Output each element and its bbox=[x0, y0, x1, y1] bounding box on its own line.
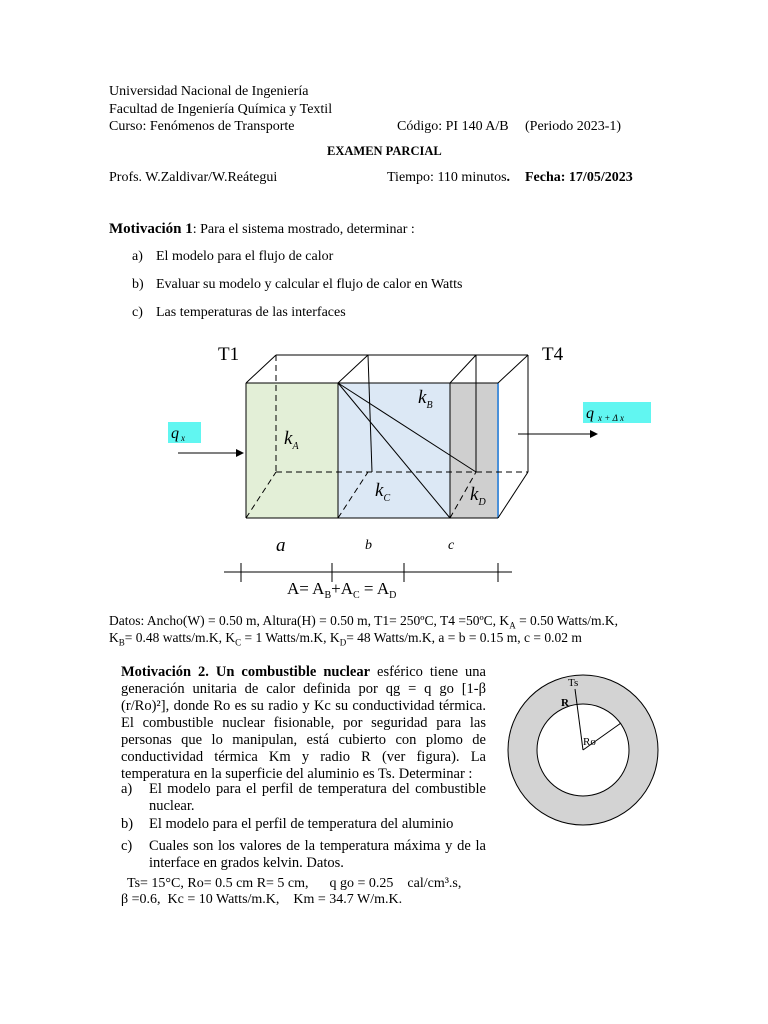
motivation1-data-line2: $K_B= 0.48$ watts/m.K, $K_C = 1$ Watts/m.K, $K_D= 48$ Watts/m.K, a = b = 0.15 m, c = 0.02 m bbox=[109, 630, 582, 648]
dim-c-label: c bbox=[448, 538, 455, 553]
dim-b-label: b bbox=[365, 538, 372, 553]
area-equation: $A= A_B+A_C = A_D$ bbox=[287, 579, 397, 601]
ro-label: Ro bbox=[583, 736, 596, 748]
motivation1-item-a: a) El modelo para el flujo de calor bbox=[132, 249, 334, 264]
t1-label: T1 bbox=[218, 344, 240, 365]
composite-wall-diagram bbox=[0, 330, 768, 605]
ka-label: $k_A$ bbox=[284, 428, 299, 452]
motivation2-item-b: b) El modelo para el perfil de temperatura del aluminio bbox=[121, 816, 454, 832]
university-name: Universidad Nacional de Ingeniería bbox=[109, 84, 309, 99]
motivation1-heading: Motivación 1: Para el sistema mostrado, determinar : bbox=[109, 221, 415, 237]
motivation1-item-b: b) Evaluar su modelo y calcular el flujo de calor en Watts bbox=[132, 277, 463, 292]
exam-time: Tiempo: 110 minutos. bbox=[387, 170, 511, 185]
qx-out-arrowhead bbox=[590, 430, 598, 438]
kc-label: $k_C$ bbox=[375, 480, 391, 504]
course-name: Curso: Fenómenos de Transporte bbox=[109, 119, 295, 134]
motivation2-item-a: a) El modelo para el perfil de temperatura del combustible nuclear. bbox=[121, 781, 486, 814]
kb-label: $k_B$ bbox=[418, 387, 433, 411]
ts-label: Ts bbox=[568, 677, 579, 689]
qx-in-arrowhead bbox=[236, 449, 244, 457]
qx-in-label: qx bbox=[171, 425, 185, 443]
motivation2-paragraph: Motivación 2. Un combustible nuclear esférico tiene una generación unitaria de calor definida por qg = q go [1-β (r/Ro)²], donde Ro es su radio y Kc su conductividad térmica. El combustible nuclear fisionable, por seguridad para las personas que lo manipulan, está cubierto con plomo de conductividad térmica Km y radio R (ver figura). La temperatura en la superficie del aluminio es Ts. Determinar : bbox=[121, 664, 486, 782]
motivation2-data-line1: Ts= 15°C, Ro= 0.5 cm R= 5 cm, q go = 0.25 cal/cm³.s, bbox=[127, 876, 462, 891]
motivation2-data-line2: β =0.6, Kc = 10 Watts/m.K, Km = 34.7 W/m.K. bbox=[121, 892, 403, 907]
qx-out-label: qx + Δ x bbox=[586, 405, 624, 423]
dim-a-label: a bbox=[276, 535, 286, 556]
exam-title: EXAMEN PARCIAL bbox=[327, 144, 442, 158]
kd-label: $k_D$ bbox=[470, 484, 486, 508]
sphere-cross-section bbox=[500, 670, 670, 830]
r-label: R bbox=[561, 697, 569, 709]
exam-date: Fecha: 17/05/2023 bbox=[525, 170, 633, 185]
motivation1-data-line1: Datos: Ancho(W) = 0.50 m, Altura(H) = 0.50 m, T1= 250ºC, T4 =50ºC, $K_A = 0.50$ Watts/m.K, bbox=[109, 613, 618, 631]
course-code: Código: PI 140 A/B bbox=[397, 119, 509, 134]
motivation1-item-c: c) Las temperaturas de las interfaces bbox=[132, 305, 346, 320]
motivation2-item-c: c) Cuales son los valores de la temperatura máxima y de la interface en grados kelvin. Datos. bbox=[121, 838, 486, 871]
t4-label: T4 bbox=[542, 344, 564, 365]
professors: Profs. W.Zaldivar/W.Reátegui bbox=[109, 170, 278, 185]
faculty-name: Facultad de Ingeniería Química y Textil bbox=[109, 102, 333, 117]
course-period: (Periodo 2023-1) bbox=[525, 119, 622, 134]
